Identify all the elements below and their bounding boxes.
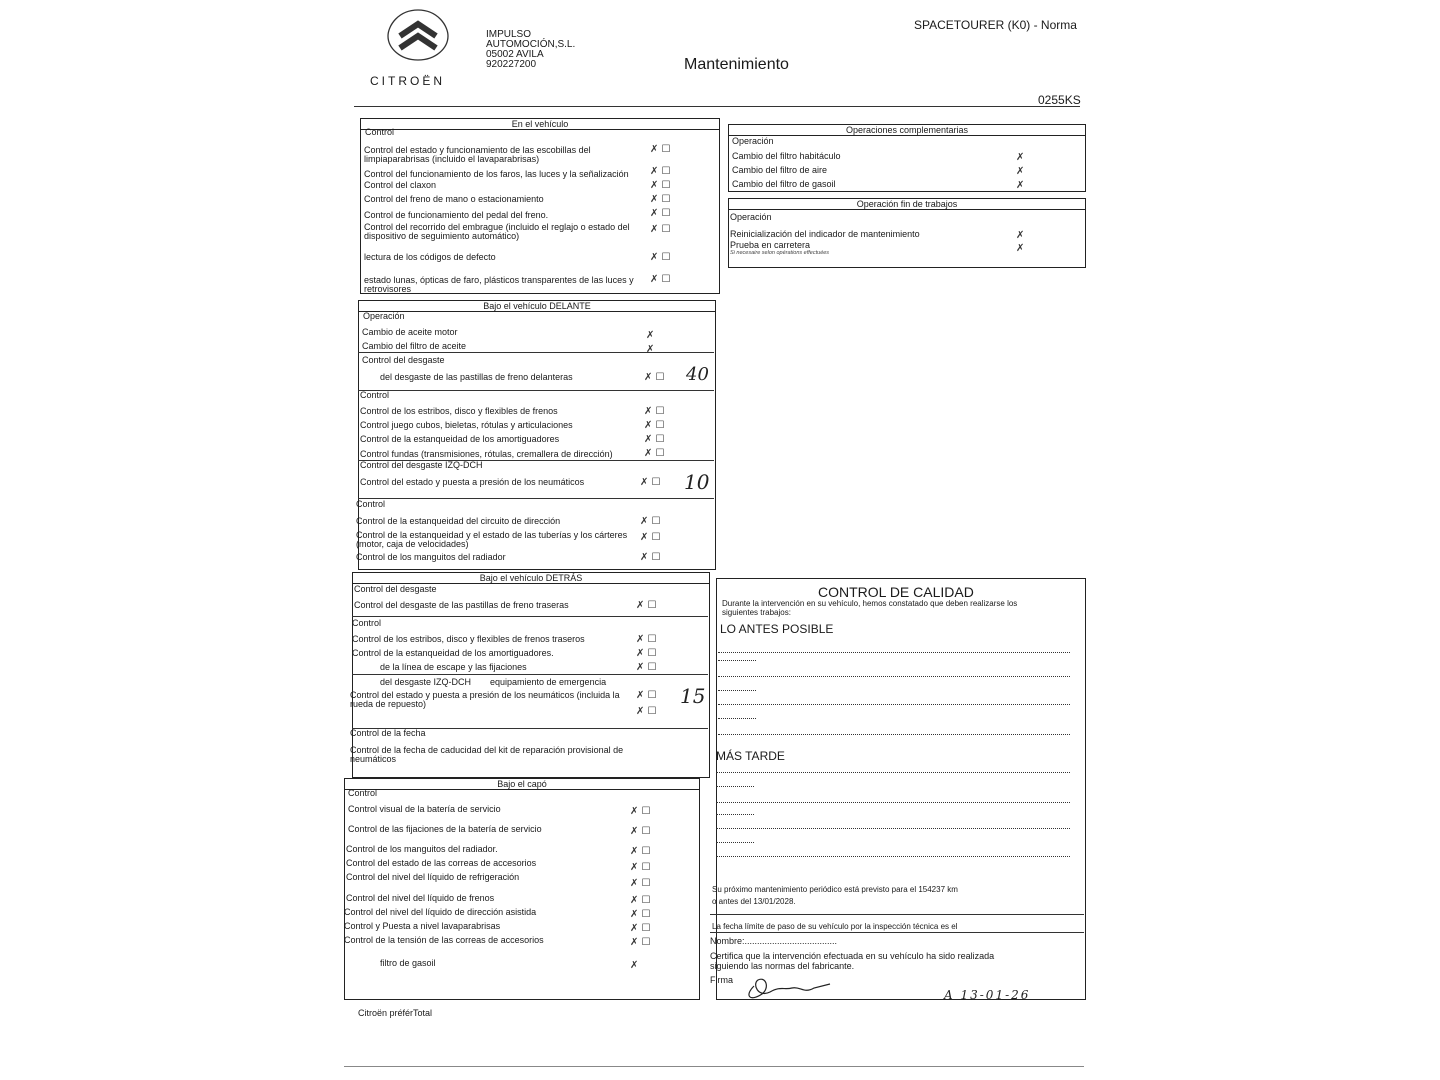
signature-label: Firma bbox=[710, 975, 733, 985]
item-text: equipamiento de emergencia bbox=[490, 677, 607, 687]
section-title: Bajo el vehículo DELANTE bbox=[359, 301, 715, 312]
item-text: Control de las fijaciones de la batería de servicio bbox=[348, 824, 542, 834]
check-mark-icon: ✗ ☐ bbox=[650, 252, 671, 263]
later-label: MÁS TARDE bbox=[716, 749, 785, 763]
item-text: Control del nivel del líquido de dirección asistida bbox=[344, 907, 537, 917]
check-mark-icon: ✗ ☐ bbox=[630, 806, 651, 817]
item-text: retrovisores bbox=[364, 284, 412, 294]
item-text: limpiaparabrisas (incluido el lavaparabrisas) bbox=[364, 154, 540, 164]
check-mark-icon: ✗ ☐ bbox=[636, 648, 657, 659]
item-text: Control de la estanqueidad de los amortiguadores bbox=[360, 434, 560, 444]
item-text: Control del nivel del líquido de refrigeración bbox=[346, 872, 520, 882]
citroen-logo-icon bbox=[382, 6, 454, 64]
check-mark-icon: ✗ ☐ bbox=[650, 208, 671, 219]
check-mark-icon: ✗ ☐ bbox=[650, 224, 671, 235]
item-text: Control bbox=[352, 618, 382, 628]
item-text: Control del funcionamiento de los faros, las luces y la señalización bbox=[364, 169, 629, 179]
check-mark-icon: ✗ ☐ bbox=[630, 846, 651, 857]
item-text: Control del freno de mano o estacionamiento bbox=[364, 194, 544, 204]
brand-wordmark: CITROËN bbox=[370, 74, 445, 88]
check-mark-icon: ✗ ☐ bbox=[630, 909, 651, 920]
item-text: Cambio del filtro habitáculo bbox=[732, 151, 841, 161]
item-text: Control del desgaste de las pastillas de freno traseras bbox=[354, 600, 569, 610]
check-mark-icon: ✗ ☐ bbox=[630, 923, 651, 934]
section-title: Bajo el vehículo DETRÁS bbox=[353, 573, 709, 584]
item-text: Control visual de la batería de servicio bbox=[348, 804, 501, 814]
maintenance-sheet bbox=[340, 0, 1100, 1080]
item-text: Cambio del filtro de gasoil bbox=[732, 179, 836, 189]
quality-title: CONTROL DE CALIDAD bbox=[818, 584, 974, 600]
item-text: del desgaste de las pastillas de freno delanteras bbox=[380, 372, 573, 382]
item-text: Control de la tensión de las correas de accesorios bbox=[344, 935, 544, 945]
check-mark-icon: ✗ ☐ bbox=[630, 895, 651, 906]
item-text: Prueba en carretera bbox=[730, 240, 811, 250]
handwritten-tyres-value: 10 bbox=[684, 470, 710, 494]
check-mark-icon: ✗ ☐ bbox=[630, 878, 651, 889]
item-text: de la línea de escape y las fijaciones bbox=[380, 662, 527, 672]
item-text: neumáticos bbox=[350, 754, 397, 764]
check-mark-icon: ✗ ☐ bbox=[640, 516, 661, 527]
item-text: Control bbox=[348, 788, 378, 798]
item-text: dispositivo de seguimiento automático) bbox=[364, 231, 520, 241]
dealer-info: IMPULSO AUTOMOCIÓN,S.L. 05002 AVILA 920227200 bbox=[486, 29, 576, 70]
item-text: Control de la estanqueidad de los amortiguadores. bbox=[352, 648, 554, 658]
asap-label: LO ANTES POSIBLE bbox=[720, 622, 834, 636]
item-text: Control de la estanqueidad del circuito de dirección bbox=[356, 516, 561, 526]
section-sub: Operación bbox=[363, 311, 405, 321]
item-text: Control bbox=[356, 499, 386, 509]
item-text: filtro de gasoil bbox=[380, 958, 436, 968]
item-text: Control del desgaste bbox=[354, 584, 437, 594]
page-title: Mantenimiento bbox=[684, 56, 789, 73]
section-title: Operaciones complementarias bbox=[729, 125, 1085, 136]
item-text: (motor, caja de velocidades) bbox=[356, 539, 469, 549]
handwritten-rear-tyres-value: 15 bbox=[680, 684, 706, 708]
check-mark-icon: ✗ ☐ bbox=[636, 706, 657, 717]
item-text: Control de los manguitos del radiador bbox=[356, 552, 506, 562]
check-mark-icon: ✗ ☐ bbox=[644, 420, 665, 431]
section-title: Bajo el capó bbox=[345, 779, 699, 790]
check-mark-icon: ✗ ☐ bbox=[640, 477, 661, 488]
quality-intro: siguientes trabajos: bbox=[722, 608, 791, 617]
handwritten-pads-value: 40 bbox=[686, 364, 709, 385]
item-text: rueda de repuesto) bbox=[350, 699, 427, 709]
item-text: Control y Puesta a nivel lavaparabrisas bbox=[344, 921, 501, 931]
item-text: Control del estado y funcionamiento de las escobillas del bbox=[364, 145, 591, 155]
section-title: En el vehículo bbox=[361, 119, 719, 130]
plate-number: 0255KS bbox=[1038, 93, 1081, 107]
item-text: Control del desgaste bbox=[362, 355, 445, 365]
item-text: Control del claxon bbox=[364, 180, 437, 190]
item-text: Control juego cubos, bieletas, rótulas y articulaciones bbox=[360, 420, 573, 430]
item-text: Cambio del filtro de aceite bbox=[362, 341, 467, 351]
check-mark-icon: ✗ ☐ bbox=[640, 552, 661, 563]
check-mark-icon: ✗ ☐ bbox=[650, 166, 671, 177]
check-mark-icon: ✗ ☐ bbox=[650, 194, 671, 205]
item-text: Control de los estribos, disco y flexibles de frenos bbox=[360, 406, 558, 416]
item-text: estado lunas, ópticas de faro, plásticos transparentes de las luces y bbox=[364, 275, 634, 285]
quality-intro: Durante la intervención en su vehículo, hemos constatado que deben realizarse los bbox=[722, 599, 1018, 608]
item-text: Cambio de aceite motor bbox=[362, 327, 458, 337]
section-sub: Operación bbox=[732, 136, 774, 146]
item-text: Control de la fecha de caducidad del kit de reparación provisional de bbox=[350, 745, 624, 755]
check-mark-icon: ✗ ☐ bbox=[644, 372, 665, 383]
item-text: Control del recorrido del embrague (incluido el reglajo o estado del bbox=[364, 222, 630, 232]
item-text: del desgaste IZQ-DCH bbox=[380, 677, 472, 687]
section-sub: Control bbox=[365, 127, 395, 137]
check-mark-icon: ✗ bbox=[646, 344, 655, 355]
check-mark-icon: ✗ ☐ bbox=[640, 532, 661, 543]
handwritten-date: A 13-01-26 bbox=[944, 988, 1031, 1002]
item-text: Control del estado y puesta a presión de los neumáticos bbox=[360, 477, 585, 487]
check-mark-icon: ✗ bbox=[1016, 243, 1025, 254]
footer-text: Citroën préférTotal bbox=[358, 1008, 433, 1018]
check-mark-icon: ✗ ☐ bbox=[630, 937, 651, 948]
nombre-field: Nombre:..................................... bbox=[710, 936, 838, 946]
section-title: Operación fin de trabajos bbox=[729, 199, 1085, 210]
itv-text: La fecha límite de paso de su vehículo por la inspección técnica es el bbox=[712, 922, 958, 931]
item-text: Control de los manguitos del radiador. bbox=[346, 844, 498, 854]
item-text: Control del estado y puesta a presión de los neumáticos (incluida la bbox=[350, 690, 620, 700]
item-text: Cambio del filtro de aire bbox=[732, 165, 828, 175]
note-text: Si necesaire selon opérations effectuées bbox=[730, 250, 830, 256]
check-mark-icon: ✗ ☐ bbox=[644, 434, 665, 445]
check-mark-icon: ✗ ☐ bbox=[636, 690, 657, 701]
section-sub: Operación bbox=[730, 212, 772, 222]
check-mark-icon: ✗ ☐ bbox=[650, 144, 671, 155]
or-before-text: o antes del 13/01/2028. bbox=[712, 897, 796, 906]
item-text: Control del desgaste IZQ-DCH bbox=[360, 460, 483, 470]
check-mark-icon: ✗ ☐ bbox=[630, 826, 651, 837]
item-text: Control de la fecha bbox=[350, 728, 426, 738]
item-text: Control de los estribos, disco y flexibles de frenos traseros bbox=[352, 634, 585, 644]
check-mark-icon: ✗ bbox=[1016, 230, 1025, 241]
check-mark-icon: ✗ bbox=[646, 330, 655, 341]
check-mark-icon: ✗ ☐ bbox=[636, 634, 657, 645]
check-mark-icon: ✗ bbox=[630, 960, 639, 971]
check-mark-icon: ✗ ☐ bbox=[630, 862, 651, 873]
item-text: Control bbox=[360, 390, 390, 400]
check-mark-icon: ✗ ☐ bbox=[650, 180, 671, 191]
item-text: Control de la estanqueidad y el estado de las tuberías y los cárteres bbox=[356, 530, 628, 540]
check-mark-icon: ✗ ☐ bbox=[636, 662, 657, 673]
signature-icon bbox=[740, 966, 836, 1002]
item-text: lectura de los códigos de defecto bbox=[364, 252, 496, 262]
check-mark-icon: ✗ ☐ bbox=[650, 274, 671, 285]
item-text: Reinicialización del indicador de mantenimiento bbox=[730, 229, 920, 239]
item-text: Control del estado de las correas de accesorios bbox=[346, 858, 537, 868]
item-text: Control fundas (transmisiones, rótulas, cremallera de dirección) bbox=[360, 449, 613, 459]
check-mark-icon: ✗ bbox=[1016, 166, 1025, 177]
next-service-text: Su próximo mantenimiento periódico está previsto para el 154237 km bbox=[712, 885, 958, 894]
check-mark-icon: ✗ ☐ bbox=[644, 406, 665, 417]
check-mark-icon: ✗ ☐ bbox=[636, 600, 657, 611]
certify-text: siguiendo las normas del fabricante. bbox=[710, 961, 855, 971]
check-mark-icon: ✗ ☐ bbox=[644, 448, 665, 459]
vehicle-model: SPACETOURER (K0) - Norma bbox=[914, 18, 1077, 32]
item-text: Control del nivel del líquido de frenos bbox=[346, 893, 495, 903]
certify-text: Certifica que la intervención efectuada en su vehículo ha sido realizada bbox=[710, 951, 995, 961]
item-text: Control de funcionamiento del pedal del freno. bbox=[364, 210, 549, 220]
check-mark-icon: ✗ bbox=[1016, 152, 1025, 163]
check-mark-icon: ✗ bbox=[1016, 180, 1025, 191]
